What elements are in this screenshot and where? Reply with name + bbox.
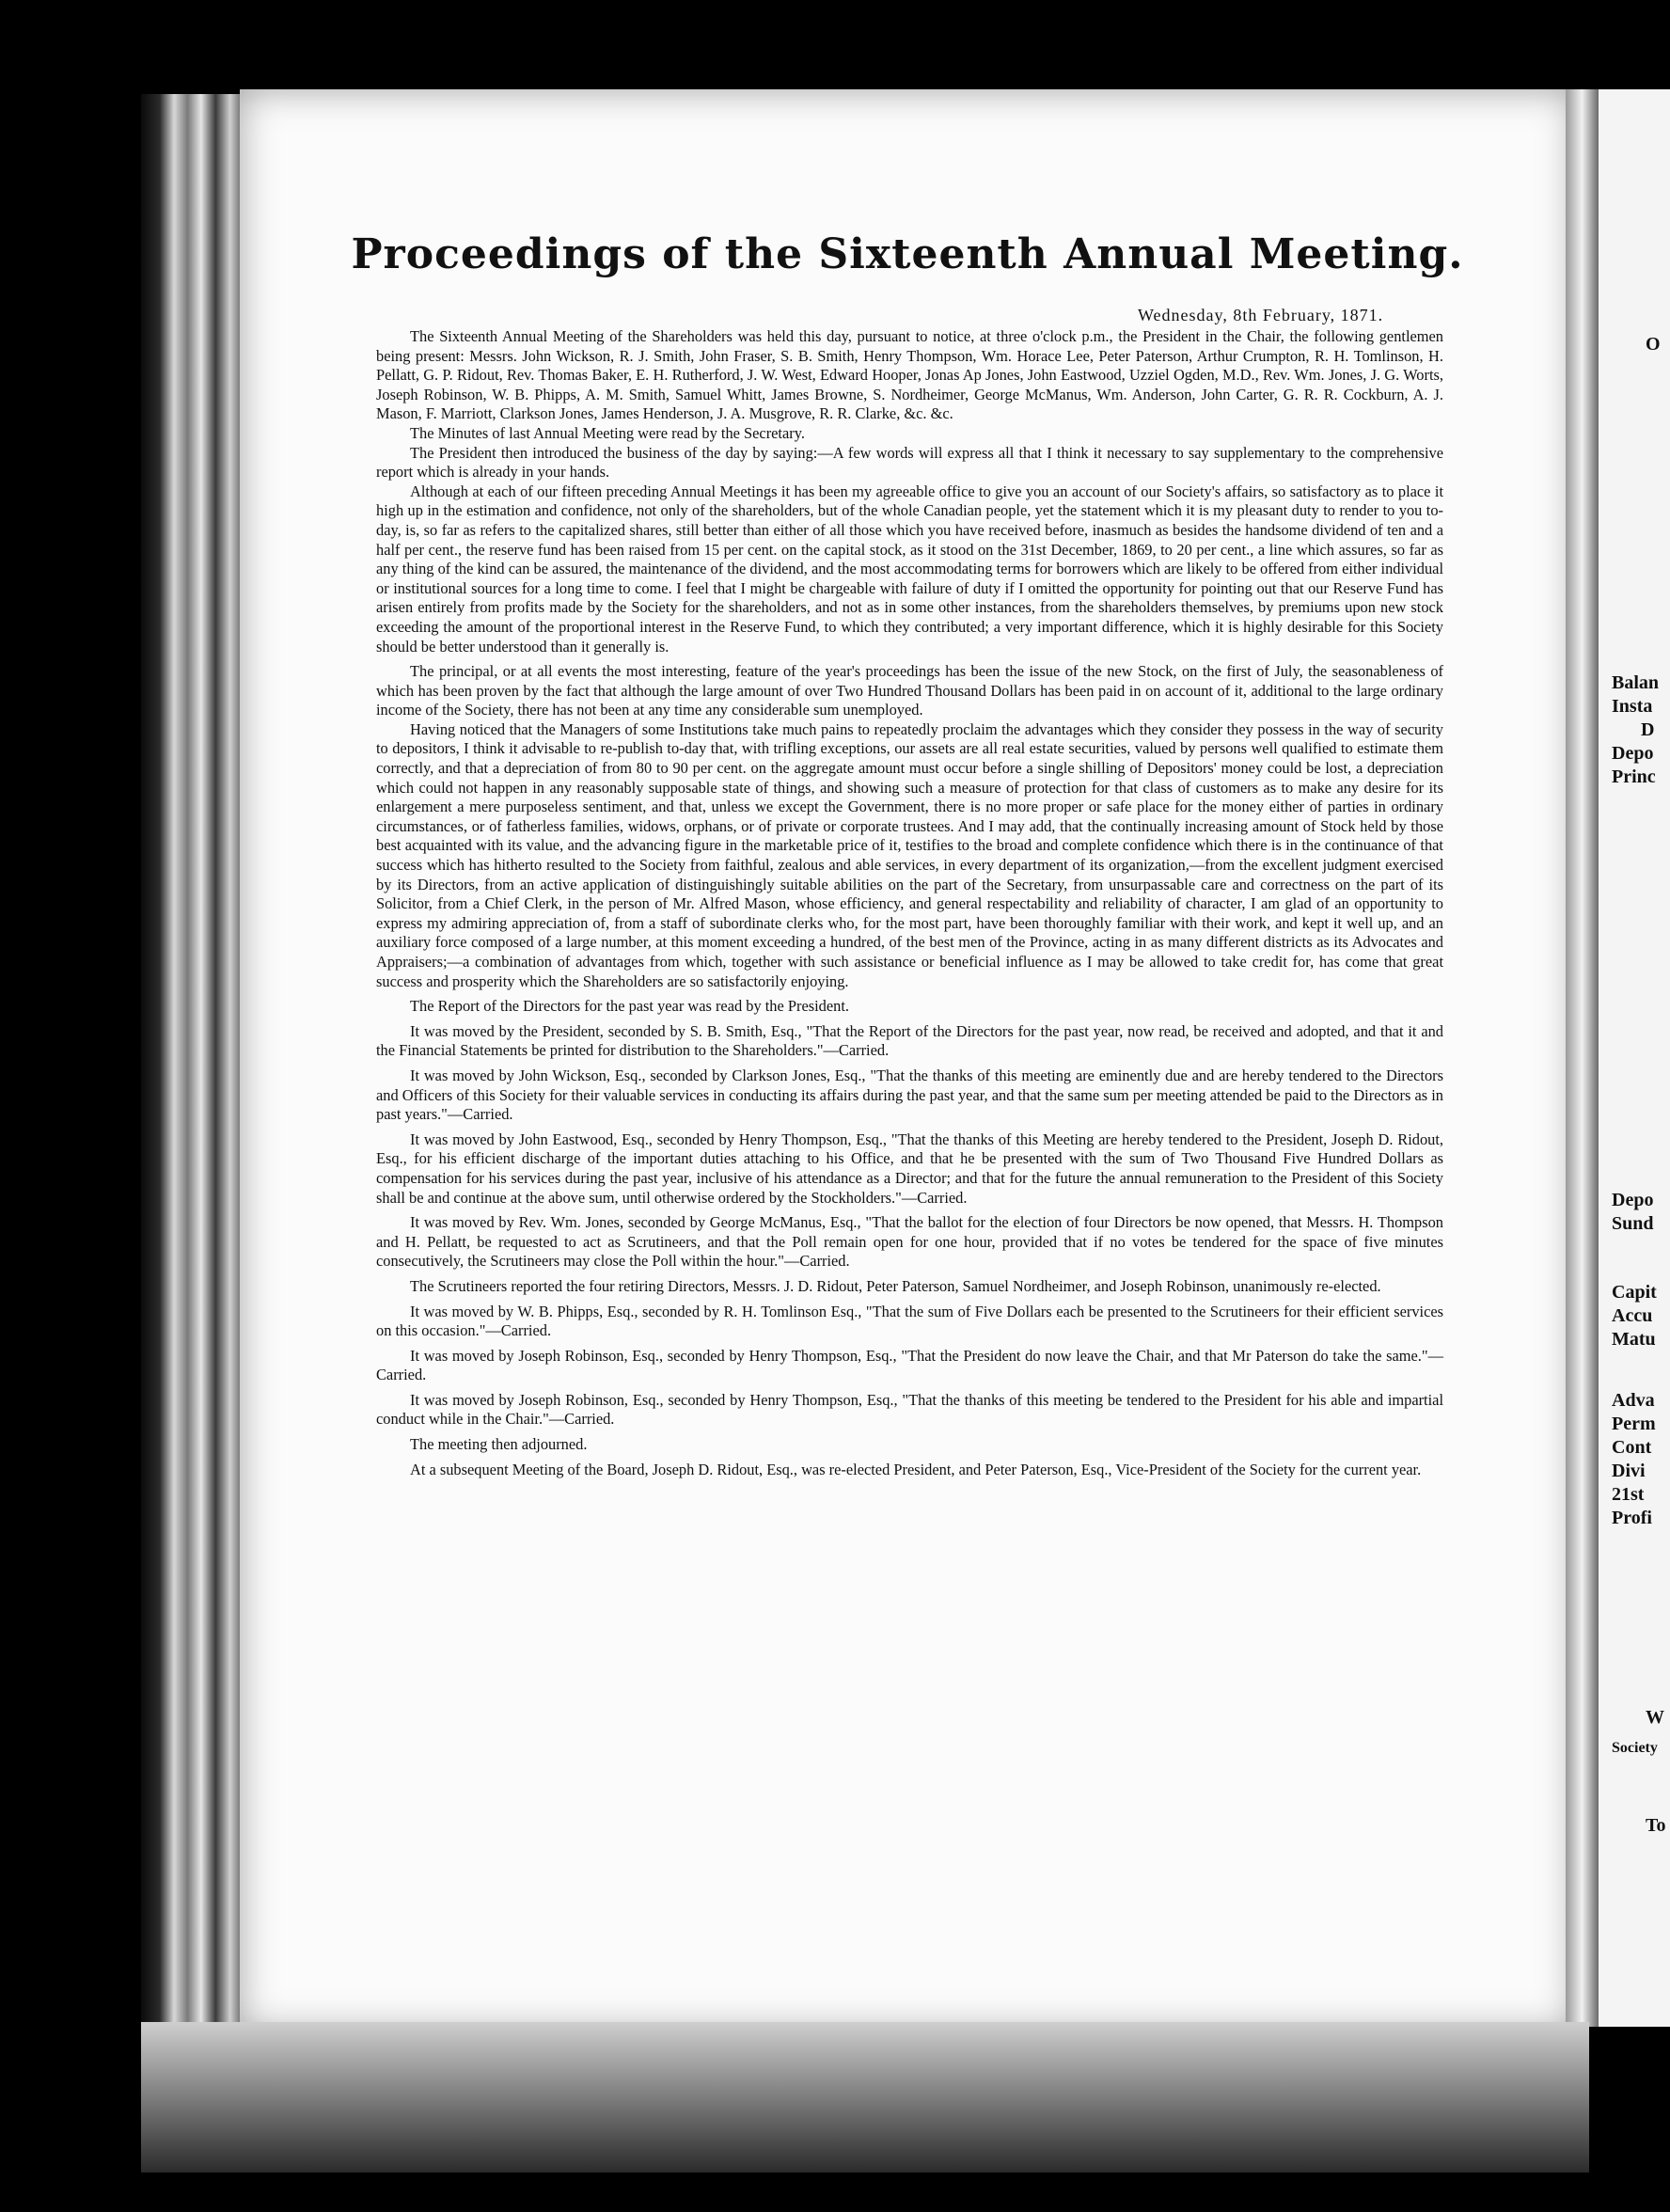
adjacent-fragment: Matu: [1612, 1329, 1656, 1350]
adjacent-fragment: 21st: [1612, 1484, 1645, 1505]
adjacent-fragment: Perm: [1612, 1414, 1656, 1434]
adjacent-fragment: To: [1646, 1815, 1666, 1836]
report-read-paragraph: The Report of the Directors for the past year was read by the President.: [410, 997, 849, 1016]
adjacent-page: [1599, 89, 1670, 2027]
minutes-paragraph: The Minutes of last Annual Meeting were read by the Secretary.: [410, 423, 805, 442]
adjacent-fragment: Sund: [1612, 1213, 1654, 1234]
damaged-page-bottom: [141, 2022, 1589, 2172]
adjacent-fragment: Depo: [1612, 1190, 1654, 1210]
adjacent-fragment: O: [1646, 334, 1661, 355]
motion-ballot: It was moved by Rev. Wm. Jones, seconded by George McManus, Esq., "That the ballot for the election of four Directors be now opened, that Messrs. H. Thompson and H. Pellatt, be requested to act as Scrutineers, and that the Poll remain open for one hour, provided that if no votes be tendered for the space of five minutes consecutively, the Scrutineers may close the Poll within the hour."—Carried.: [376, 1213, 1443, 1271]
adjacent-fragment: Adva: [1612, 1390, 1655, 1411]
adjacent-fragment: Depo: [1612, 743, 1654, 764]
adjacent-fragment: Accu: [1612, 1305, 1653, 1326]
motion-leave-chair: It was moved by Joseph Robinson, Esq., seconded by Henry Thompson, Esq., "That the President do now leave the Chair, and that Mr Paterson do take the same."—Carried.: [376, 1346, 1443, 1384]
scrutineers-report: The Scrutineers reported the four retiring Directors, Messrs. J. D. Ridout, Peter Paterson, Samuel Nordheimer, and Joseph Robinson, unanimously re-elected.: [410, 1276, 1381, 1295]
adjacent-fragment: D: [1641, 719, 1655, 740]
page-title: Proceedings of the Sixteenth Annual Meeting.: [351, 230, 1464, 278]
adjacent-fragment: Insta: [1612, 696, 1653, 717]
motion-scrutineers-payment: It was moved by W. B. Phipps, Esq., seconded by R. H. Tomlinson Esq., "That the sum of Five Dollars each be presented to the Scrutineers for their efficient services on this occasion."—Carried.: [376, 1302, 1443, 1340]
adjacent-fragment: Capit: [1612, 1282, 1657, 1303]
adjacent-fragment: Princ: [1612, 766, 1656, 787]
motion-thanks-president: It was moved by Joseph Robinson, Esq., seconded by Henry Thompson, Esq., "That the thanks of this meeting be tendered to the President for his able and impartial conduct while in the Chair."—Carried.: [376, 1390, 1443, 1429]
president-address-paragraph: Although at each of our fifteen preceding Annual Meetings it has been my agreeable office to give you an account of our Society's affairs, so satisfactory as to place it high up in the estimation and confidence, not only of the shareholders, but of the whole Canadian people, yet the statement which it is my pleasant duty to render to you to-day, is, so far as refers to the capitalized shares, still better than either of all those which you have received before, inasmuch as besides the handsome dividend of ten and a half per cent., the reserve fund has been raised from 15 per cent. on the capital stock, as it stood on the 31st December, 1869, to 20 per cent., a line which assures, so far as any thing of the kind can be assured, the maintenance of the dividend, and the most accommodating terms for borrowers which are likely to be offered from either individual or institutional sources for a long time to come. I feel that I might be chargeable with failure of duty if I omitted the opportunity for pointing out that our Reserve Fund has arisen entirely from profits made by the Society for the shareholders, and not as in some other instances, from the shareholders themselves, by premiums upon new stock exceeding the amount of the proportional interest in the Reserve Fund, to which they contributed; a very important difference, which it is highly desirable for this Society should be better understood than it generally is.: [376, 482, 1443, 656]
board-election: At a subsequent Meeting of the Board, Joseph D. Ridout, Esq., was re-elected President, and Peter Paterson, Esq., Vice-President of the Society for the current year.: [410, 1460, 1422, 1478]
adjacent-fragment: Balan: [1612, 672, 1660, 693]
president-intro-paragraph: The President then introduced the business of the day by saying:—A few words will express all that I think it necessary to say supplementary to the comprehensive report which is already in your hands.: [376, 443, 1443, 482]
motion-thanks-directors: It was moved by John Wickson, Esq., seconded by Clarkson Jones, Esq., "That the thanks of this meeting are eminently due and are hereby tendered to the Directors and Officers of this Society for their valuable services in conducting its affairs during the past year, and that the same sum per meeting attended be paid to the Directors as in past years."—Carried.: [376, 1066, 1443, 1124]
adjacent-fragment: Society: [1612, 1740, 1658, 1756]
adjacent-fragment: W: [1646, 1707, 1664, 1728]
motion-president-compensation: It was moved by John Eastwood, Esq., seconded by Henry Thompson, Esq., "That the thanks of this Meeting are hereby tendered to the President, Joseph D. Ridout, Esq., for his efficient discharge of the important duties attaching to his Office, and that he be presented with the sum of Two Thousand Five Hundred Dollars as compensation for his services during the past year, inclusive of his attendance as a Director; and that for the future the annual remuneration to the President of this Society shall be and continue at the above sum, until otherwise ordered by the Stockholders."—Carried.: [376, 1130, 1443, 1207]
page-gutter: [1566, 89, 1599, 2027]
adjournment: The meeting then adjourned.: [410, 1435, 588, 1454]
adjacent-fragment: Profi: [1612, 1508, 1652, 1528]
motion-report-adopted: It was moved by the President, seconded by S. B. Smith, Esq., "That the Report of the Directors for the past year, now read, be received and adopted, and that it and the Financial Statements be printed for distribution to the Shareholders."—Carried.: [376, 1021, 1443, 1060]
adjacent-fragment: Cont: [1612, 1437, 1652, 1458]
security-paragraph: Having noticed that the Managers of some Institutions take much pains to repeatedly proclaim the advantages which they consider they possess in the way of security to depositors, I think it advisable to re-publish to-day that, with trifling exceptions, our assets are all real estate securities, valued by persons well qualified to estimate them correctly, and that a depreciation of from 80 to 90 per cent. on the aggregate amount must occur before a single shilling of Depositors' money could be lost, a depreciation which could not happen in any reasonably supposable state of things, and showing such a measure of protection for that class of customers as to make any desire for its enlargement a mere purposeless sentiment, and that, unless we except the Government, there is no more proper or safe place for the money either of parties in ordinary circumstances, or of fatherless families, widows, orphans, or of private or corporate trustees. And I may add, that the continually increasing amount of Stock held by those best acquainted with its value, and the advancing figure in the marketable price of it, testifies to the broad and complete confidence which there is in the continuance of that success which has hitherto resulted to the Society from faithful, zealous and able services, in every department of its organization,—from the excellent judgment exercised by its Directors, from an active application of distinguishingly suitable abilities on the part of the Secretary, from unsurpassable care and correctness on the part of its Solicitor, from a Chief Clerk, in the person of Mr. Alfred Mason, whose efficiency, and general respectability and reliability of character, I am glad of an opportunity to express my admiring appreciation of, from a staff of subordinate clerks who, for the most part, have been thoroughly familiar with their work, and kept it well up, and an auxiliary force composed of a large number, at this moment exceeding a hundred, of the best men of the Province, acting in as many different districts as its Advocates and Appraisers;—a combination of advantages from which, together with such assistance or beneficial influence as I may be allowed to take credit for, has come that great success and prosperity which the Shareholders are so satisfactorily enjoying.: [376, 719, 1443, 990]
book-binding-edge: [141, 94, 244, 2031]
meeting-date: Wednesday, 8th February, 1871.: [1138, 306, 1384, 324]
attendance-paragraph: The Sixteenth Annual Meeting of the Shareholders was held this day, pursuant to notice, at three o'clock p.m., the President in the Chair, the following gentlemen being present: Messrs. John Wickson, R. J. Smith, John Fraser, S. B. Smith, Henry Thompson, Wm. Horace Lee, Peter Paterson, Arthur Crumpton, R. H. Tomlinson, H. Pellatt, G. P. Ridout, Rev. Thomas Baker, E. H. Rutherford, J. W. West, Edward Hooper, Jonas Ap Jones, John Eastwood, Uzziel Ogden, M.D., Rev. Wm. Jones, J. G. Worts, Joseph Robinson, W. B. Phipps, A. M. Smith, Samuel Whitt, James Browne, S. Nordheimer, George McManus, Wm. Anderson, John Carter, G. R. R. Cockburn, A. J. Mason, F. Marriott, Clarkson Jones, James Henderson, J. A. Musgrove, R. R. Clarke, &c. &c.: [376, 327, 1443, 423]
proceedings-text: [376, 327, 1443, 1479]
new-stock-paragraph: The principal, or at all events the most interesting, feature of the year's proceedings has been the issue of the new Stock, on the first of July, the seasonableness of which has been proven by the fact that although the large amount of over Two Hundred Thousand Dollars has been paid in on account of it, additional to the large ordinary income of the Society, there has not been at any time any considerable sum unemployed.: [376, 662, 1443, 719]
adjacent-fragment: Divi: [1612, 1461, 1646, 1481]
